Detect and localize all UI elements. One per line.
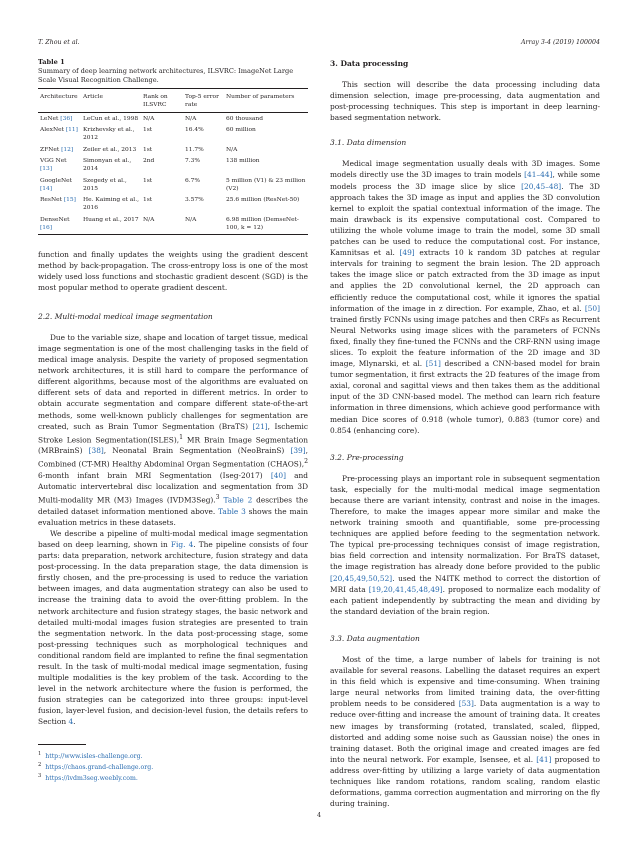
table-row bbox=[38, 195, 308, 215]
text-run: . bbox=[73, 717, 76, 727]
citation-link[interactable]: [41] bbox=[536, 754, 552, 764]
text-run: We describe a pipeline of multi-modal medical image segmentation based on deep learning, shown in bbox=[38, 528, 308, 549]
col-header-architecture: Architecture bbox=[40, 94, 78, 100]
cell-architecture bbox=[38, 113, 81, 125]
col-header-article: Article bbox=[83, 94, 103, 100]
cell-params: 138 million bbox=[226, 158, 260, 164]
cell-architecture bbox=[38, 175, 81, 195]
table-row bbox=[38, 175, 308, 195]
col-header-parameters: Number of parameters bbox=[226, 94, 295, 100]
citation-link[interactable]: [15] bbox=[63, 197, 76, 203]
citation-link[interactable]: [20,45,49,50,52] bbox=[330, 573, 393, 583]
col-header-error-rate: Top-5 error rate bbox=[185, 94, 219, 108]
table-link[interactable]: Table 3 bbox=[218, 506, 246, 516]
section-heading-2-2: 2.2. Multi-modal medical image segmentation bbox=[38, 311, 213, 321]
text-run: , while some models process the 3D image slice by slice bbox=[330, 170, 600, 191]
citation-link[interactable]: [14] bbox=[40, 185, 53, 192]
text-run: . The 3D approach takes the 3D image as input and applies the 3D convolution kernel to exploit the spatial contextual information of the image. The main drawback is its expensive computational cost. Compared to utilizing the whole volume image to train the model, some 3D small patches can be used to reduce the computational cost. For instance, Kamnitsas et al. bbox=[330, 181, 600, 258]
arch-name: ResNet bbox=[40, 197, 62, 203]
footnote-number: 3 bbox=[38, 772, 42, 779]
text-run: and Automatic intervertebral disc localization and segmentation from 3D Multi-modality MR (M3) Images (IVDM3Seg). bbox=[38, 470, 308, 505]
cell-architecture bbox=[38, 214, 81, 234]
section-heading-3-3: 3.3. Data augmentation bbox=[330, 633, 420, 643]
paragraph-intro: This section will describe the data processing including data dimension selection, image pre-processing, data augmentation and post-processing techniques. This step is important in deep learning-based segmentation network. bbox=[330, 80, 600, 123]
citation-link[interactable]: [13] bbox=[40, 166, 53, 172]
citation-link[interactable]: [38] bbox=[88, 446, 104, 456]
text-run: . Data augmentation is a way to reduce over-fitting and increase the amount of training data. It creates new images by transforming (rotated, translated, scaled, flipped, distorted and adding some noise such as Gaussian noise) the ones in training dataset. Both the original image and created images are fed into the neural network. For example, Isensee, et al. bbox=[330, 699, 600, 764]
table-header-row bbox=[38, 89, 308, 113]
paragraph-challenges bbox=[38, 332, 308, 528]
footnote-marker[interactable]: 1 bbox=[179, 433, 183, 441]
section-heading-3: 3. Data processing bbox=[330, 59, 409, 68]
cell-params: 5 million (V1) & 23 million (V2) bbox=[226, 177, 306, 192]
cell-architecture bbox=[38, 144, 81, 156]
citation-link[interactable]: [19,20,41,45,48,49] bbox=[368, 584, 443, 594]
citation-link[interactable]: [21] bbox=[252, 421, 268, 431]
citation-link[interactable]: [49] bbox=[399, 248, 415, 258]
cell-params: N/A bbox=[226, 146, 238, 153]
architectures-table bbox=[38, 88, 308, 235]
cell-error: N/A bbox=[185, 115, 197, 122]
cell-error: 16.4% bbox=[185, 127, 204, 133]
paragraph-data-dimension bbox=[330, 158, 600, 435]
citation-link[interactable]: [51] bbox=[425, 359, 441, 369]
table-row bbox=[38, 156, 308, 176]
cell-params: 25.6 million (ResNet-50) bbox=[226, 197, 300, 203]
paragraph-continuation: function and finally updates the weights using the gradient descent method by back-propagation. The cross-entropy loss is one of the most widely used loss functions and stochastic gradient descent (SGD) is the most popular method to operate gradient descent. bbox=[38, 249, 308, 292]
paragraph-pre-processing bbox=[330, 473, 600, 617]
footnote-link[interactable]: http://www.isles-challenge.org. bbox=[45, 752, 143, 760]
page-number: 4 bbox=[316, 811, 322, 819]
arch-name: VGG Net bbox=[40, 158, 67, 164]
text-run: , Ischemic Stroke Lesion Segmentation(ISLES), bbox=[38, 421, 308, 445]
citation-link[interactable]: [36] bbox=[60, 115, 73, 122]
paragraph-data-augmentation bbox=[330, 654, 600, 809]
footnote-marker[interactable]: 3 bbox=[215, 494, 220, 502]
section-link[interactable]: 4 bbox=[68, 717, 74, 727]
section-heading-3-2: 3.2. Pre-processing bbox=[330, 452, 404, 462]
running-header-journal: Array 3-4 (2019) 100004 bbox=[520, 39, 600, 46]
paragraph-pipeline bbox=[38, 528, 308, 728]
table-row bbox=[38, 144, 308, 156]
text-run: Medical image segmentation usually deals with 3D images. Some models directly use the 3D images to train models bbox=[330, 159, 600, 180]
cell-error: 11.7% bbox=[185, 146, 204, 153]
right-column bbox=[330, 58, 600, 809]
text-run: . proposed to normalize each modality of each patient independently by subtracting the mean and dividing by the standard deviation of the brain region. bbox=[330, 584, 601, 616]
table-row bbox=[38, 113, 308, 125]
running-header-authors: T. Zhou et al. bbox=[38, 39, 80, 46]
arch-name: DenseNet bbox=[40, 216, 70, 223]
arch-name: ZFNet bbox=[40, 146, 60, 153]
footnotes bbox=[38, 750, 308, 783]
citation-link[interactable]: [11] bbox=[65, 127, 78, 133]
citation-link[interactable]: [16] bbox=[40, 224, 53, 231]
cell-rank: 1st bbox=[143, 177, 153, 184]
text-run: describes the detailed dataset information mentioned above. bbox=[38, 495, 308, 516]
cell-architecture bbox=[38, 125, 81, 145]
left-column bbox=[38, 58, 308, 783]
cell-rank: 2nd bbox=[143, 158, 155, 164]
text-run: , Neonatal Brain Segmentation (NeoBrainS) bbox=[103, 446, 291, 456]
cell-rank: N/A bbox=[143, 115, 155, 122]
cell-error: 7.3% bbox=[185, 158, 200, 164]
text-run: Pre-processing plays an important role in subsequent segmentation task, especially for the multi-modal medical image segmentation because there are variant intensity, contrast and noise in the images. Therefore, to make the images appear more similar and make the network training smooth and quantifiable, some pre-processing techniques are applied before feeding to the segmentation network. The typical pre-processing techniques consist of image registration, bias field correction and intensity normalization. For BraTS dataset, the image registration has already done before provided to the public bbox=[330, 473, 600, 572]
cell-params: 60 million bbox=[226, 127, 256, 133]
citation-link[interactable]: [20,45–48] bbox=[521, 181, 562, 191]
cell-architecture bbox=[38, 156, 81, 176]
cell-rank: 1st bbox=[143, 146, 153, 153]
cell-article: Huang et al., 2017 bbox=[83, 216, 139, 223]
cell-architecture bbox=[38, 195, 81, 215]
text-run: . The pipeline consists of four parts: data preparation, network architecture, fusion strategy and data post-processing. In the data preparation stage, the data dimension is firstly chosen, and the pre-processing is used to reduce the variation between images, and data augmentation strategy can also be used to increase the training data to avoid the over-fitting problem. In the network architecture and fusion strategy stages, the basic network and detailed multi-modal images fusion strategies are presented to train the segmentation network. In the data post-processing stage, some post-pressing techniques such as morphological techniques and conditional random field are implanted to refine the final segmentation result. In the task of multi-modal medical image segmentation, fusing multiple modalities is the key problem of the task. According to the level in the network architecture where the fusion is performed, the fusion strategies can be categorized into three groups: input-level fusion, layer-level fusion, and decision-level fusion, the details refers to Section bbox=[38, 539, 308, 727]
text-run: described a CNN-based model for brain tumor segmentation, it first extracts the 2D features of the image from axial, coronal and sagittal views and then takes them as the additional input of the 3D CNN-based model. The method can learn rich feature information in three dimensions, which achieve good performance with median Dice scores of 0.918 (whole tumor), 0.883 (tumor core) and 0.854 (enhancing core). bbox=[330, 359, 600, 435]
citation-link[interactable]: [53] bbox=[458, 699, 474, 709]
cell-article: Szegedy et al., 2015 bbox=[83, 177, 127, 192]
cell-article: He. Kaiming et al., 2016 bbox=[83, 197, 139, 211]
citation-link[interactable]: [12] bbox=[61, 146, 74, 153]
citation-link[interactable]: [40] bbox=[270, 470, 286, 480]
text-run: Due to the variable size, shape and location of target tissue, medical image segmentation is one of the most challenging tasks in the field of medical image analysis. Despite the variety of proposed segmentation network architectures, it is still hard to compare the performance of different algorithms, because most of the algorithms are evaluated on different sets of data and reported in different metrics. In order to obtain accurate segmentation and compare different state-of-the-art methods, some well-known publicly challenges for segmentation are created, such as Brain Tumor Segmentation (BraTS) bbox=[38, 332, 308, 431]
text-run: proposed to address over-fitting by utilizing a large variety of data augmentation techniques like random rotations, random scaling, random elastic deformations, gamma correction augmentation and mirroring on the fly during training. bbox=[330, 754, 600, 809]
cell-article: Krizhevsky et al., 2012 bbox=[83, 127, 135, 141]
text-run: MR Brain Image Segmentation (MRBrainS) bbox=[38, 435, 308, 456]
cell-article: Zeiler et al., 2013 bbox=[83, 146, 137, 153]
cell-error: 6.7% bbox=[185, 177, 200, 184]
cell-rank: N/A bbox=[143, 216, 155, 223]
footnote-number: 2 bbox=[38, 761, 42, 768]
cell-rank: 1st bbox=[143, 127, 153, 133]
text-run: Most of the time, a large number of labels for training is not available for several reasons. Labelling the dataset requires an expert in this field which is expensive and time-consuming. When training large neural networks from limited training data, the over-fitting problem needs to be considered bbox=[330, 654, 600, 709]
footnote-number: 1 bbox=[38, 750, 42, 757]
text-run: 6-month infant brain MRI Segmentation (Iseg-2017) bbox=[38, 470, 271, 480]
cell-article: LeCun et al., 1998 bbox=[83, 115, 139, 122]
text-run: , Combined (CT-MR) Healthy Abdominal Organ Segmentation (CHAOS), bbox=[38, 446, 308, 469]
text-run: extracts 10 k random 3D patches at regular intervals for training to segment the brain lesion. The 2D approach takes the image slice or patch extracted from the 3D image as input and applies the 2D convolutional kernel, the 2D approach can efficiently reduce the computational cost, while it ignores the spatial information of the image in z direction. For example, Zhao, et al. bbox=[330, 248, 600, 313]
citation-link[interactable]: [41–44] bbox=[524, 170, 553, 180]
table-row bbox=[38, 125, 308, 145]
cell-rank: 1st bbox=[143, 197, 153, 203]
figure-link[interactable]: Fig. 4 bbox=[170, 539, 194, 549]
footnote bbox=[38, 750, 308, 761]
table-link[interactable]: Table 2 bbox=[219, 495, 253, 505]
footnote-link[interactable]: https://ivdm3seg.weebly.com. bbox=[45, 774, 138, 782]
arch-name: LeNet bbox=[40, 115, 59, 122]
col-header-rank: Rank on ILSVRC bbox=[143, 94, 168, 108]
footnote-marker[interactable]: 2 bbox=[304, 458, 308, 466]
text-run: . used the N4ITK method to correct the distortion of MRI data bbox=[330, 573, 600, 594]
citation-link[interactable]: [50] bbox=[584, 303, 600, 313]
footnote bbox=[38, 761, 308, 772]
table-row bbox=[38, 214, 308, 234]
cell-article: Simonyan et al., 2014 bbox=[83, 158, 132, 172]
arch-name: AlexNet bbox=[40, 127, 64, 133]
table-caption: Summary of deep learning network architectures, ILSVRC: ImageNet Large Scale Visual Recognition Challenge. bbox=[38, 67, 294, 84]
text-run: shows the main evaluation metrics in these datasets. bbox=[38, 506, 309, 527]
cell-params: 6.98 million (DemseNet-100, k = 12) bbox=[226, 216, 299, 231]
cell-error: 3.57% bbox=[185, 197, 204, 203]
cell-params: 60 thousand bbox=[226, 115, 263, 122]
section-heading-3-1: 3.1. Data dimension bbox=[330, 138, 407, 148]
footnote-divider bbox=[38, 744, 86, 745]
arch-name: GoogleNet bbox=[40, 177, 72, 184]
footnote bbox=[38, 772, 308, 783]
footnote-link[interactable]: https://chaos.grand-challenge.org. bbox=[45, 763, 154, 771]
citation-link[interactable]: [39] bbox=[290, 446, 306, 456]
cell-error: N/A bbox=[185, 216, 197, 223]
table-title: Table 1 bbox=[38, 58, 65, 66]
text-run: trained firstly FCNNs using image patches and then CRFs as Recurrent Neural Networks using image slices with the parameters of FCNNs fixed, finally they fine-tuned the FCNNs and the CRF-RNN using image slices. To exploit the feature information of the 2D image and 3D image, Mlynarski, et al. bbox=[330, 314, 600, 369]
